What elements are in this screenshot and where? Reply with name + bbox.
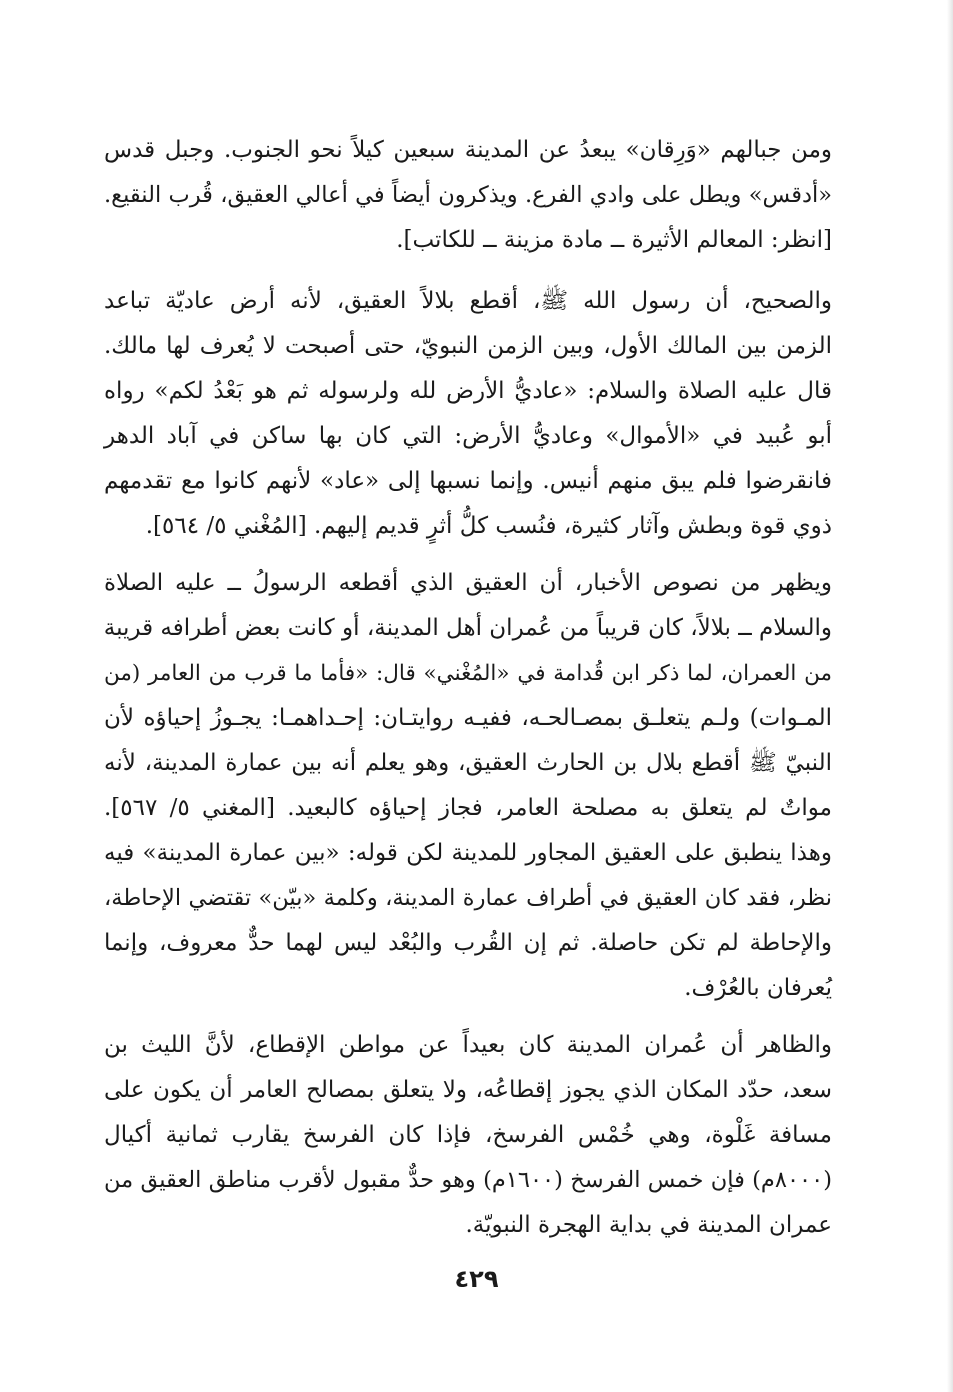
text-line: فانقرضوا فلم يبق منهم أنيس. وإنما نسبها إلى «عاد» لأنهم كانوا مع تقدمهم	[104, 468, 832, 494]
text-line: من العمران، لما ذكر ابن قُدامة في «المُغْني» قال: «فأما ما قرب من العامر (من	[104, 661, 832, 686]
text-line: والصحيح، أن رسول الله ﷺ، أقطع بلالاً العقيق، لأنه أرض عاديّة تباعد	[104, 288, 832, 314]
text-line: يُعرفان بالعُرْف.	[684, 975, 832, 1001]
text-line: والسلام ــ بلالاً، كان قريباً من عُمران أهل المدينة، أو كانت بعض أطرافه قريبة	[103, 615, 832, 641]
paragraph-1	[104, 128, 832, 263]
text-line: والإحاطة لم تكن حاصلة. ثم إن القُرب والبُعْد ليس لهما حدٌّ معروف، وإنما	[104, 930, 832, 956]
text-line: [انظر: المعالم الأثيرة ــ مادة مزينة ــ للكاتب].	[396, 227, 832, 253]
text-line: سعد، حدّد المكان الذي يجوز إقطاعُه، ولا يتعلق بمصالح العامر أن يكون على	[104, 1077, 832, 1103]
text-line: وهذا ينطبق على العقيق المجاور للمدينة لكن قوله: «بين عمارة المدينة» فيه	[104, 840, 832, 866]
text-line: (٨٠٠٠م) فإن خمس الفرسخ (١٦٠٠م) وهو حدٌّ مقبول لأقرب مناطق العقيق من	[104, 1167, 832, 1193]
text-line: نظر، فقد كان العقيق في أطراف عمارة المدينة، وكلمة «بيّن» تقتضي الإحاطة،	[104, 885, 832, 911]
text-line: «أدقس» ويطل على وادي الفرع. ويذكرون أيضاً في أعالي العقيق، قُرب النقيع.	[104, 182, 832, 208]
text-line: عمران المدينة في بداية الهجرة النبويّة.	[465, 1212, 832, 1238]
text-line: قال عليه الصلاة والسلام: «عاديُّ الأرض لله ولرسوله ثم هو بَعْدُ لكم» رواه	[104, 378, 832, 404]
text-line: أبو عُبيد في «الأموال» وعاديُّ الأرض: التي كان بها ساكن في آباد الدهر	[104, 423, 832, 449]
paragraph-3	[104, 561, 832, 1011]
page-body	[104, 128, 832, 1248]
text-line: ويظهر من نصوص الأخبار، أن العقيق الذي أقطعه الرسولُ ــ عليه الصلاة	[104, 570, 832, 596]
text-line: والظاهر أن عُمران المدينة كان بعيداً عن مواطن الإقطاع، لأنَّ الليث بن	[104, 1032, 832, 1058]
text-line: النبيّ ﷺ أقطع بلال بن الحارث العقيق، وهو يعلم أنه بين عمارة المدينة، لأنه	[104, 750, 832, 776]
text-line: المـوات) ولـم يتعلـق بمصـالحـه، ففيـه روايتـان: إحـداهمـا: يجـوزُ إحياؤه لأن	[104, 705, 832, 731]
text-line: مواتٌ لم يتعلق به مصلحة العامر، فجاز إحياؤه كالبعيد. [المغني ٥/ ٥٦٧].	[104, 795, 833, 821]
text-line: الزمن بين المالك الأول، وبين الزمن النبويّ، حتى أصبحت لا يُعرف لها مالك.	[104, 333, 832, 359]
text-line: ومن جبالهم «وَرِقان» يبعدُ عن المدينة سبعين كيلاً نحو الجنوب. وجبل قدس	[104, 137, 832, 163]
text-line: مسافة غَلْوة، وهي خُمْس الفرسخ، فإذا كان الفرسخ يقارب ثمانية أكيال	[104, 1122, 832, 1148]
paragraph-4	[104, 1023, 832, 1248]
page-number: ٤٢٩	[454, 1265, 499, 1293]
text-line: ذوي قوة وبطش وآثار كثيرة، فنُسب كلُّ أثرٍ قديم إليهم. [المُغْني ٥/ ٥٦٤].	[145, 513, 832, 539]
paragraph-2	[104, 279, 832, 549]
page-edge-shadow	[947, 0, 953, 1392]
